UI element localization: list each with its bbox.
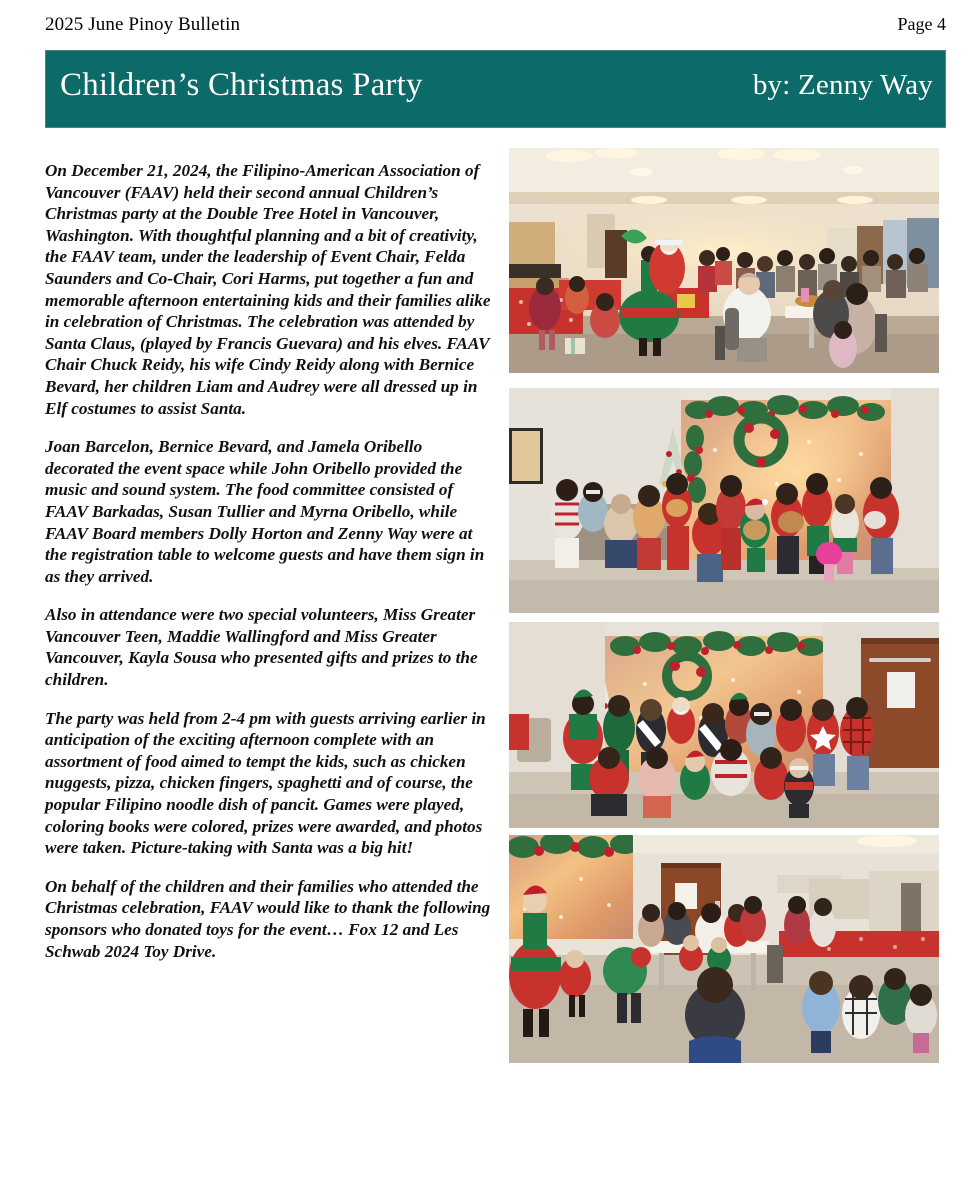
children-activity-photo (509, 835, 939, 1063)
article-paragraph: Also in attendance were two special volunteers, Miss Greater Vancouver Teen, Maddie Wallingford and Miss Greater Vancouver, Kayla Sousa who presented gifts and prizes to the children. (45, 605, 478, 690)
group-on-sofa-photo (509, 388, 939, 613)
article-paragraph: On behalf of the children and their families who attended the Christmas celebration, FAAV would like to thank the following sponsors who donated toys for the event… Fox 12 and Les Schwab 2024 Toy Drive. (45, 876, 491, 961)
article-title: Children’s Christmas Party (60, 66, 423, 103)
article-paragraph: On December 21, 2024, the Filipino-American Association of Vancouver (FAAV) held their second annual Children’s Christmas party at the Double Tree Hotel in Vancouver, Washington. With thoughtful planning and a bit of creativity, the FAAV team, under the leadership of Event Chair, Felda Saunders and Co-Chair, Cori Harms, put together a fun and memorable afternoon entertaining kids and their families alike in celebration of Christmas. The celebration was attended by Santa Claus, (played by Francis Guevara) and his elves. FAAV Chair Chuck Reidy, his wife Cindy Reidy along with Bernice Bevard, her children Liam and Audrey were all dressed up in Elf costumes to assist Santa. (45, 161, 491, 418)
article-header-banner (45, 50, 946, 128)
masthead (45, 14, 946, 42)
article-paragraph: The party was held from 2-4 pm with guests arriving earlier in anticipation of the exciting afternoon complete with an assortment of food aimed to tempt the kids, such as chicken nuggests, pizza, chicken fingers, spaghetti and of course, the popular Filipino noodle dish of pancit. Games were played, coloring books were colored, prizes were awarded, and photos were taken. Picture-taking with Santa was a big hit! (45, 708, 486, 858)
page-number: Page 4 (897, 14, 946, 34)
party-room-overview-photo (509, 148, 939, 373)
article-paragraph: Joan Barcelon, Bernice Bevard, and Jamela Oribello decorated the event space while John Oribello provided the music and sound system. The food committee consisted of FAAV Barkadas, Susan Tullier and Myrna Oribello, while FAAV Board members Dolly Horton and Zenny Way were at the registration table to welcome guests and have them sign in as they arrived. (45, 437, 485, 586)
publication-title: 2025 June Pinoy Bulletin (45, 14, 241, 35)
article-byline: by: Zenny Way (752, 68, 933, 101)
volunteers-group-photo (509, 622, 939, 828)
article-body (45, 160, 492, 979)
